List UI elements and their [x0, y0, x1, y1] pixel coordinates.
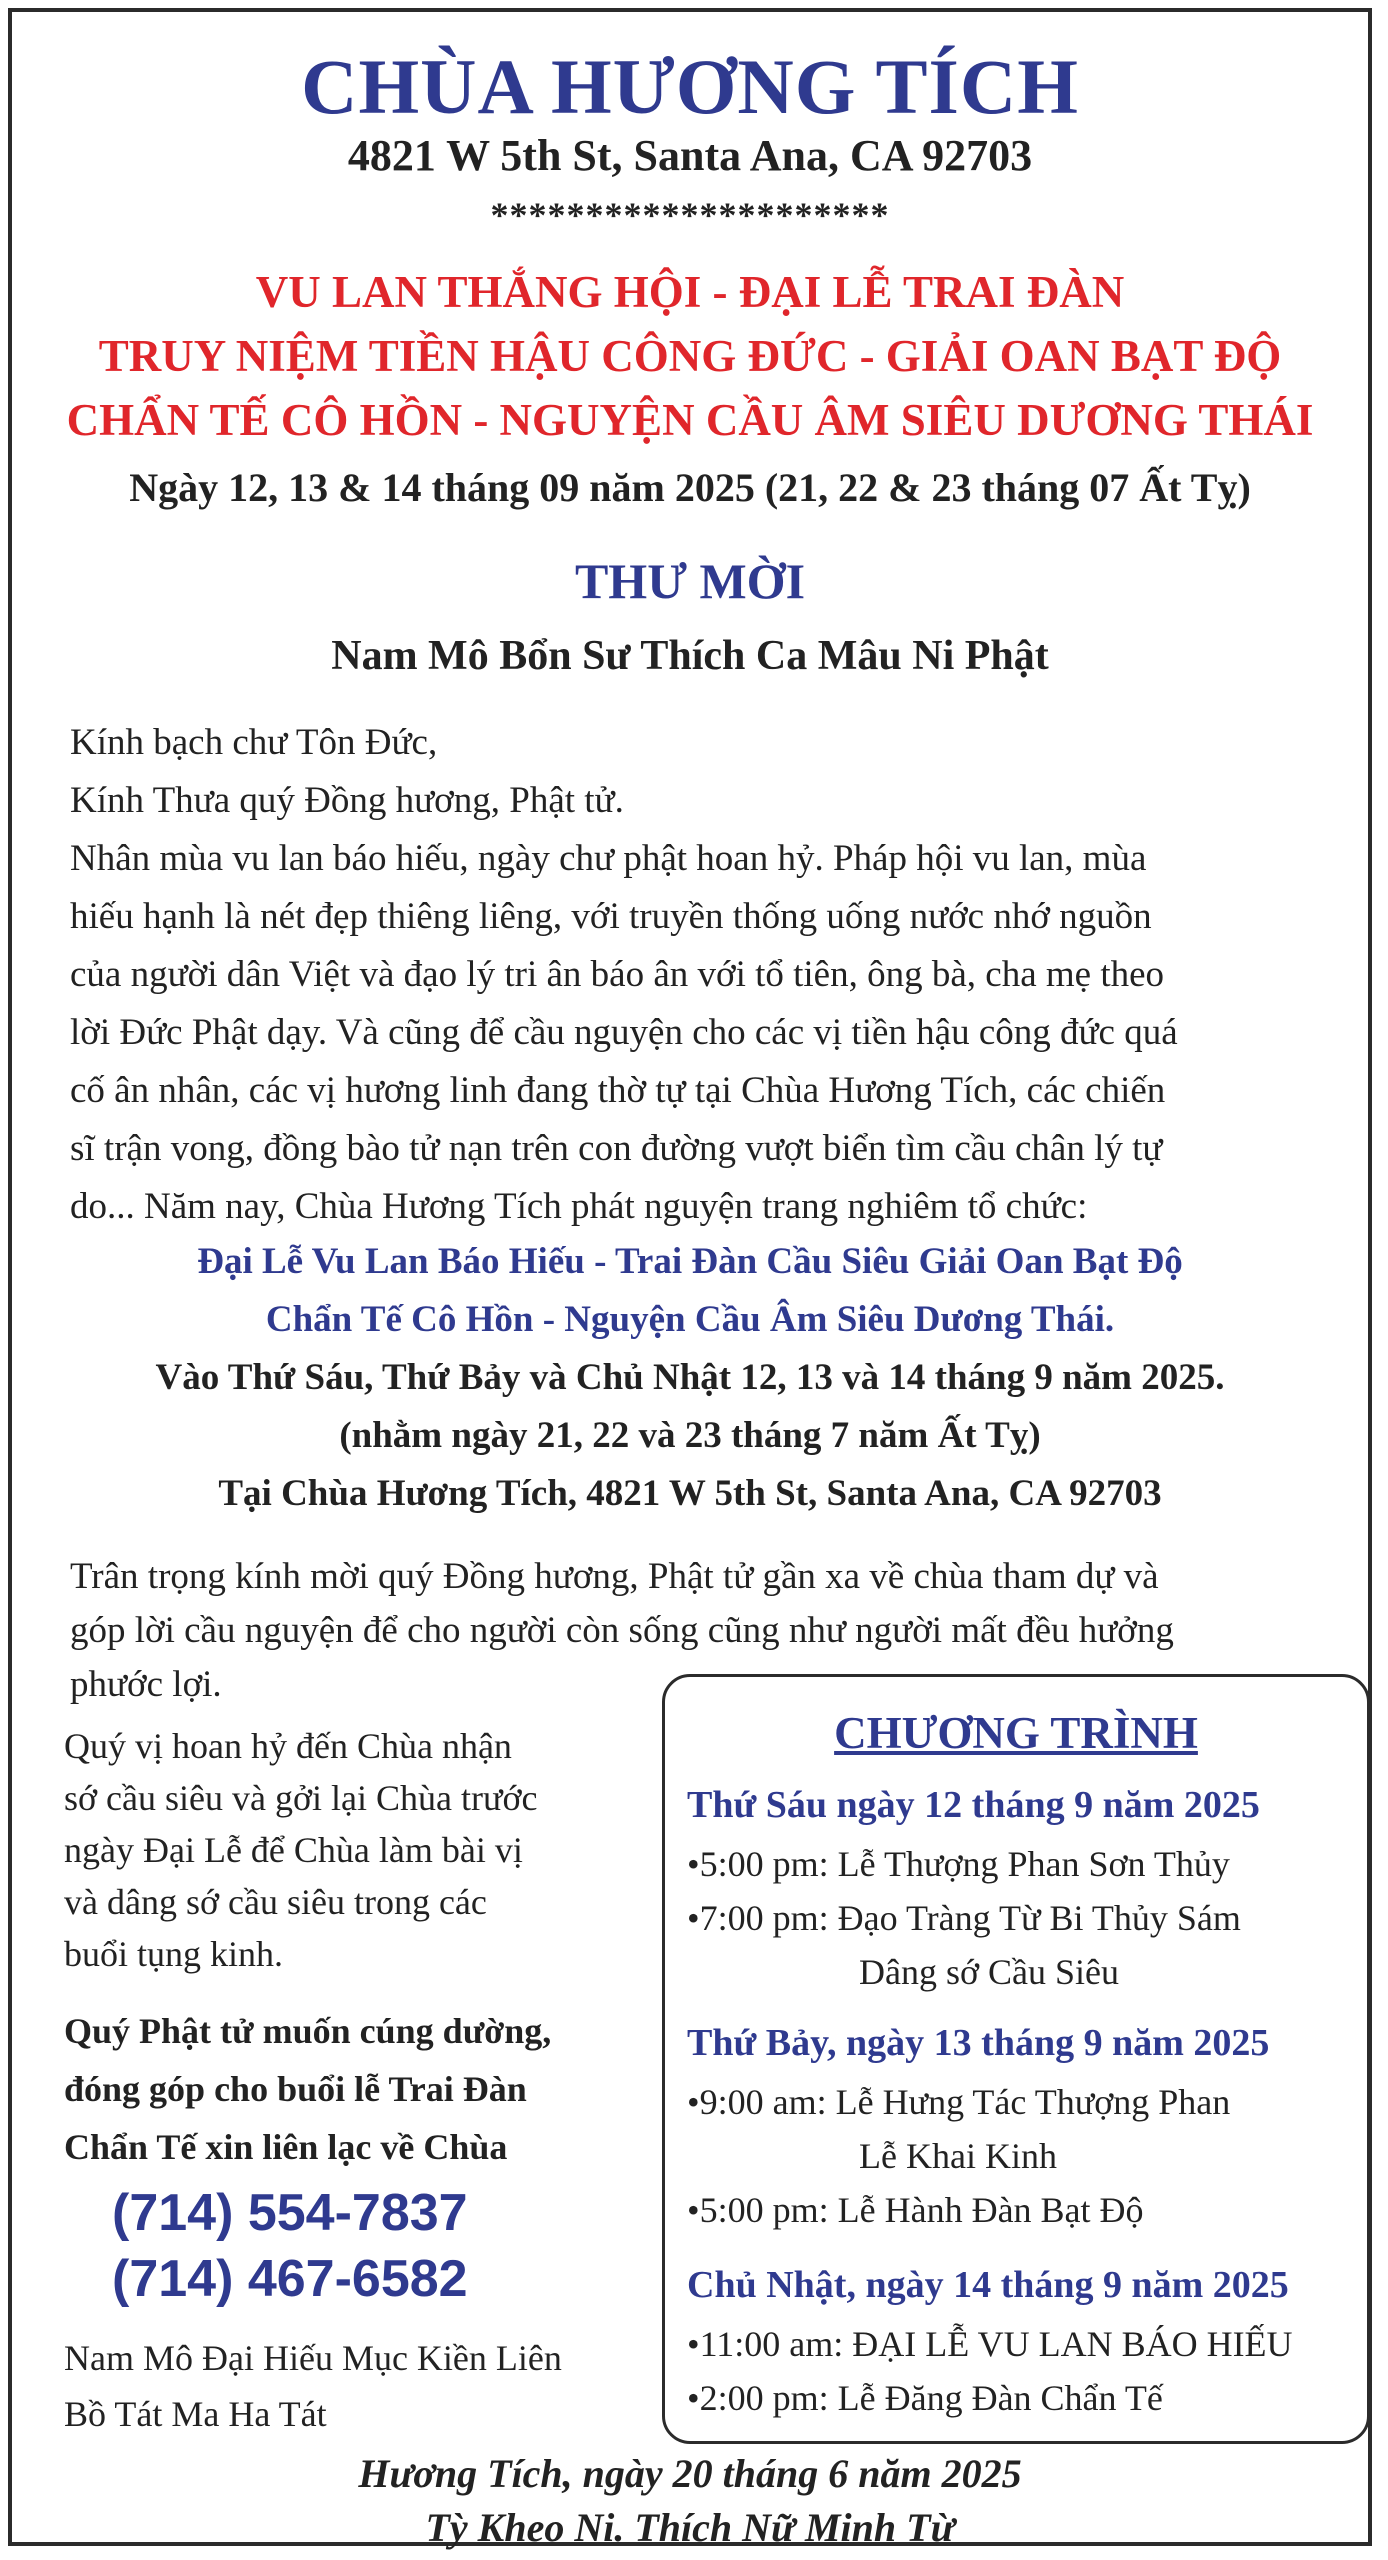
body-line: cố ân nhân, các vị hương linh đang thờ tự tại Chùa Hương Tích, các chiến [70, 1070, 1166, 1111]
event-line-2: TRUY NIỆM TIỀN HẬU CÔNG ĐỨC - GIẢI OAN BẠT ĐỘ [98, 331, 1282, 381]
bullet-icon: • [687, 2082, 700, 2122]
day-heading-saturday: Thứ Bảy, ngày 13 tháng 9 năm 2025 [687, 2022, 1270, 2064]
event-desc: Lễ Hành Đàn Bạt Độ [837, 2190, 1144, 2230]
event-desc: ĐẠI LỄ VU LAN BÁO HIẾU [852, 2324, 1293, 2364]
donation-line: Chẩn Tế xin liên lạc về Chùa [64, 2127, 508, 2167]
event-time: 11:00 am: [699, 2324, 844, 2364]
bullet-icon: • [687, 2190, 700, 2230]
day-heading-friday: Thứ Sáu ngày 12 tháng 9 năm 2025 [687, 1784, 1260, 1826]
day-heading-sunday: Chủ Nhật, ngày 14 tháng 9 năm 2025 [687, 2264, 1289, 2306]
phone-number-1[interactable]: (714) 554-7837 [112, 2184, 468, 2242]
event-desc: Lễ Thượng Phan Sơn Thủy [837, 1844, 1230, 1884]
notice-line: và dâng sớ cầu siêu trong các [64, 1882, 487, 1922]
bullet-icon: • [687, 1844, 700, 1884]
body-line: của người dân Việt và đạo lý tri ân báo ân với tổ tiên, ông bà, cha mẹ theo [70, 954, 1165, 995]
event-desc: Đạo Tràng Từ Bi Thủy Sám [837, 1898, 1241, 1938]
when-line-1: Vào Thứ Sáu, Thứ Bảy và Chủ Nhật 12, 13 và 14 tháng 9 năm 2025. [155, 1357, 1225, 1398]
notice-line: ngày Đại Lễ để Chùa làm bài vị [64, 1830, 523, 1870]
program-event [687, 1837, 1367, 1891]
salutation-line: Kính bạch chư Tôn Đức, [70, 722, 438, 763]
notice-line: sớ cầu siêu và gởi lại Chùa trước [64, 1778, 538, 1818]
body-line: do... Năm nay, Chùa Hương Tích phát nguyện trang nghiêm tổ chức: [70, 1186, 1088, 1227]
program-event [687, 1891, 1367, 1999]
event-time: 5:00 pm: [699, 2190, 829, 2230]
event-line-1: VU LAN THẮNG HỘI - ĐẠI LỄ TRAI ĐÀN [255, 267, 1125, 317]
bullet-icon: • [687, 2378, 700, 2418]
event-time: 9:00 am: [699, 2082, 827, 2122]
bullet-icon: • [687, 2324, 700, 2364]
event-dates: Ngày 12, 13 & 14 tháng 09 năm 2025 (21, 22 & 23 tháng 07 Ất Tỵ) [129, 465, 1251, 510]
event-desc: Lễ Đăng Đàn Chẩn Tế [837, 2378, 1163, 2418]
program-event [687, 2183, 1367, 2237]
program-event [687, 2317, 1367, 2371]
closing-line: Nam Mô Đại Hiếu Mục Kiền Liên [64, 2338, 562, 2378]
body-line: hiếu hạnh là nét đẹp thiêng liêng, với truyền thống uống nước nhớ nguồn [70, 896, 1152, 937]
event-time: 2:00 pm: [699, 2378, 829, 2418]
notice-paragraph [64, 1720, 664, 1980]
invite-line: phước lợi. [70, 1664, 222, 1705]
event-name-line-2: Chẩn Tế Cô Hồn - Nguyện Cầu Âm Siêu Dương Thái. [265, 1299, 1115, 1340]
event-desc-continued: Dâng sớ Cầu Siêu [859, 1952, 1120, 1992]
bullet-icon: • [687, 1898, 700, 1938]
location-line: Tại Chùa Hương Tích, 4821 W 5th St, Santa Ana, CA 92703 [218, 1473, 1162, 1514]
event-name-line-1: Đại Lễ Vu Lan Báo Hiếu - Trai Đàn Cầu Siêu Giải Oan Bạt Độ [197, 1241, 1183, 1282]
temple-name: CHÙA HƯƠNG TÍCH [301, 43, 1079, 130]
when-line-2: (nhằm ngày 21, 22 và 23 tháng 7 năm Ất Tỵ) [339, 1415, 1041, 1456]
event-desc-continued: Lễ Khai Kinh [859, 2136, 1057, 2176]
salutation-line: Kính Thưa quý Đồng hương, Phật tử. [70, 780, 624, 821]
stars-divider: ********************* [490, 195, 890, 235]
letter-title: THƯ MỜI [574, 553, 806, 609]
letter-body [70, 714, 1360, 1236]
temple-address: 4821 W 5th St, Santa Ana, CA 92703 [347, 131, 1033, 180]
phone-number-2[interactable]: (714) 467-6582 [112, 2250, 468, 2308]
program-title: CHƯƠNG TRÌNH [834, 1708, 1198, 1758]
event-desc: Lễ Hưng Tác Thượng Phan [835, 2082, 1231, 2122]
body-line: sĩ trận vong, đồng bào tử nạn trên con đường vượt biển tìm cầu chân lý tự [70, 1128, 1163, 1169]
invite-line: Trân trọng kính mời quý Đồng hương, Phật tử gần xa về chùa tham dự và [70, 1556, 1159, 1597]
notice-line: Quý vị hoan hỷ đến Chùa nhận [64, 1726, 512, 1766]
program-box [662, 1674, 1370, 2444]
notice-line: buổi tụng kinh. [64, 1934, 284, 1974]
phone-numbers [112, 2180, 468, 2312]
closing-prayer [64, 2330, 664, 2442]
invite-line: góp lời cầu nguyện để cho người còn sống cũng như người mất đều hưởng [70, 1610, 1174, 1651]
event-time: 5:00 pm: [699, 1844, 829, 1884]
program-event [687, 2371, 1367, 2425]
footer-date-line: Hương Tích, ngày 20 tháng 6 năm 2025 [358, 2451, 1022, 2496]
program-event [687, 2075, 1367, 2183]
namo-line: Nam Mô Bổn Sư Thích Ca Mâu Ni Phật [331, 633, 1049, 679]
donation-line: Quý Phật tử muốn cúng dường, [64, 2011, 552, 2051]
flyer-page [8, 8, 1372, 2550]
body-line: lời Đức Phật dạy. Và cũng để cầu nguyện cho các vị tiền hậu công đức quá [70, 1012, 1178, 1053]
closing-line: Bồ Tát Ma Ha Tát [64, 2394, 327, 2434]
donation-line: đóng góp cho buổi lễ Trai Đàn [64, 2069, 527, 2109]
footer-signature: Tỳ Kheo Ni. Thích Nữ Minh Từ [425, 2505, 955, 2550]
event-line-3: CHẨN TẾ CÔ HỒN - NGUYỆN CẦU ÂM SIÊU DƯƠNG THÁI [66, 395, 1314, 445]
body-line: Nhân mùa vu lan báo hiếu, ngày chư phật hoan hỷ. Pháp hội vu lan, mùa [70, 838, 1147, 879]
event-time: 7:00 pm: [699, 1898, 829, 1938]
donation-paragraph [64, 2002, 664, 2176]
